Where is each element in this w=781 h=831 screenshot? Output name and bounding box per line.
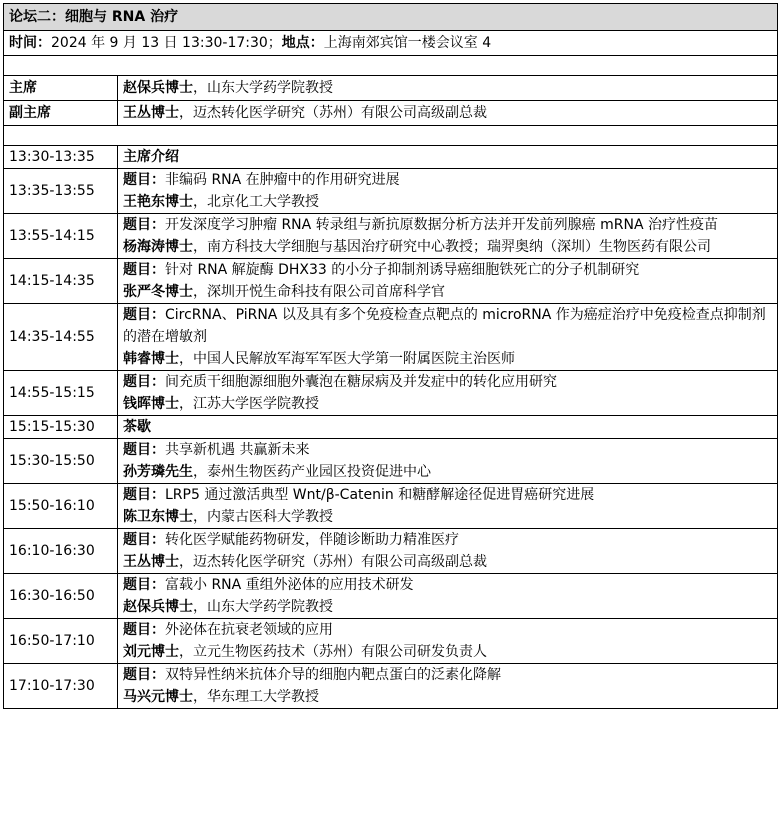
session-row <box>4 439 778 484</box>
speaker-affiliation: ，泰州生物医药产业园区投资促进中心 <box>193 464 431 480</box>
schedule-table <box>3 3 778 709</box>
session-topic-line <box>123 619 777 641</box>
vice-chair-row <box>4 101 778 126</box>
location-label: 地点： <box>281 35 324 51</box>
speaker-name: 王丛博士 <box>123 554 179 570</box>
session-topic: 富载小 RNA 重组外泌体的应用技术研发 <box>165 577 414 593</box>
spacer-cell <box>4 56 778 76</box>
session-topic-line <box>123 259 777 281</box>
session-topic-label: 题目： <box>123 262 165 278</box>
speaker-affiliation: ，华东理工大学教授 <box>193 689 319 705</box>
spacer-cell <box>4 126 778 146</box>
session-topic-line <box>123 484 777 506</box>
forum-title: 论坛二：细胞与 RNA 治疗 <box>4 4 778 31</box>
session-row <box>4 664 778 709</box>
session-content <box>118 664 778 709</box>
speaker-affiliation: ，内蒙古医科大学教授 <box>193 509 333 525</box>
session-speaker-line <box>123 281 777 303</box>
session-time: 16:50-17:10 <box>4 619 118 664</box>
chair-row <box>4 76 778 101</box>
session-topic: 转化医学赋能药物研发，伴随诊断助力精准医疗 <box>165 532 459 548</box>
speaker-affiliation: ，南方科技大学细胞与基因治疗研究中心教授；瑞羿奥纳（深圳）生物医药有限公司 <box>193 239 711 255</box>
session-speaker-line <box>123 191 777 213</box>
speaker-name: 韩睿博士 <box>123 351 179 367</box>
session-time: 14:35-14:55 <box>4 304 118 371</box>
session-topic: 开发深度学习肿瘤 RNA 转录组与新抗原数据分析方法并开发前列腺癌 mRNA 治疗性疫苗 <box>165 217 718 233</box>
session-speaker-line <box>123 641 777 663</box>
session-row <box>4 371 778 416</box>
session-content <box>118 304 778 371</box>
session-topic-line <box>123 371 777 393</box>
speaker-name: 孙芳璘先生 <box>123 464 193 480</box>
session-topic: 外泌体在抗衰老领域的应用 <box>165 622 333 638</box>
session-topic: CircRNA、PiRNA 以及具有多个免疫检查点靶点的 microRNA 作为癌症治疗中免疫检查点抑制剂的潜在增敏剂 <box>123 307 766 345</box>
session-topic-label: 题目： <box>123 217 165 233</box>
session-row <box>4 529 778 574</box>
session-time: 13:30-13:35 <box>4 146 118 169</box>
session-row <box>4 574 778 619</box>
speaker-name: 杨海涛博士 <box>123 239 193 255</box>
session-row <box>4 169 778 214</box>
session-topic-line <box>123 574 777 596</box>
session-topic-line <box>123 304 777 348</box>
session-topic: 针对 RNA 解旋酶 DHX33 的小分子抑制剂诱导癌细胞铁死亡的分子机制研究 <box>165 262 640 278</box>
session-speaker-line <box>123 506 777 528</box>
chair-name: 赵保兵博士 <box>123 80 193 96</box>
session-topic-label: 题目： <box>123 667 165 683</box>
session-content <box>118 619 778 664</box>
session-topic-line <box>123 439 777 461</box>
session-time: 14:55-15:15 <box>4 371 118 416</box>
chair-person <box>118 76 778 101</box>
speaker-affiliation: ，江苏大学医学院教授 <box>179 396 319 412</box>
session-speaker-line <box>123 686 777 708</box>
vice-chair-person <box>118 101 778 126</box>
session-topic: 双特异性纳米抗体介导的细胞内靶点蛋白的泛素化降解 <box>165 667 501 683</box>
session-content <box>118 574 778 619</box>
session-topic: 间充质干细胞源细胞外囊泡在糖尿病及并发症中的转化应用研究 <box>165 374 557 390</box>
session-topic-label: 题目： <box>123 532 165 548</box>
chair-role: 主席 <box>4 76 118 101</box>
session-content <box>118 214 778 259</box>
session-topic-line <box>123 146 777 168</box>
speaker-affiliation: ，北京化工大学教授 <box>193 194 319 210</box>
session-topic-label: 题目： <box>123 374 165 390</box>
speaker-name: 刘元博士 <box>123 644 179 660</box>
session-content <box>118 484 778 529</box>
speaker-name: 马兴元博士 <box>123 689 193 705</box>
session-row <box>4 619 778 664</box>
vice-chair-affiliation: ，迈杰转化医学研究（苏州）有限公司高级副总裁 <box>179 105 487 121</box>
session-topic-label: 茶歇 <box>123 419 151 435</box>
session-time: 13:55-14:15 <box>4 214 118 259</box>
time-location <box>4 31 778 56</box>
speaker-name: 张严冬博士 <box>123 284 193 300</box>
session-topic-label: 主席介绍 <box>123 149 179 165</box>
session-content <box>118 259 778 304</box>
speaker-name: 赵保兵博士 <box>123 599 193 615</box>
session-content <box>118 371 778 416</box>
session-speaker-line <box>123 348 777 370</box>
session-time: 15:30-15:50 <box>4 439 118 484</box>
session-topic: 共享新机遇 共赢新未来 <box>165 442 310 458</box>
session-topic-line <box>123 664 777 686</box>
vice-chair-role: 副主席 <box>4 101 118 126</box>
session-topic-line <box>123 214 777 236</box>
session-content <box>118 439 778 484</box>
spacer-row <box>4 56 778 76</box>
speaker-name: 陈卫东博士 <box>123 509 193 525</box>
forum-title-row <box>4 4 778 31</box>
session-time: 15:50-16:10 <box>4 484 118 529</box>
session-row <box>4 484 778 529</box>
session-topic-label: 题目： <box>123 622 165 638</box>
session-speaker-line <box>123 236 777 258</box>
session-topic-label: 题目： <box>123 307 165 323</box>
session-time: 15:15-15:30 <box>4 416 118 439</box>
session-row <box>4 214 778 259</box>
session-topic: 非编码 RNA 在肿瘤中的作用研究进展 <box>165 172 400 188</box>
session-topic-line <box>123 169 777 191</box>
session-content <box>118 169 778 214</box>
session-topic-label: 题目： <box>123 442 165 458</box>
session-speaker-line <box>123 551 777 573</box>
session-time: 16:30-16:50 <box>4 574 118 619</box>
session-topic-line <box>123 416 777 438</box>
session-topic-label: 题目： <box>123 487 165 503</box>
chair-affiliation: ，山东大学药学院教授 <box>193 80 333 96</box>
speaker-affiliation: ，深圳开悦生命科技有限公司首席科学官 <box>193 284 445 300</box>
location-value: 上海南郊宾馆一楼会议室 4 <box>323 35 492 51</box>
session-row <box>4 304 778 371</box>
session-topic-line <box>123 529 777 551</box>
session-time: 13:35-13:55 <box>4 169 118 214</box>
session-time: 17:10-17:30 <box>4 664 118 709</box>
time-location-row <box>4 31 778 56</box>
session-topic-label: 题目： <box>123 577 165 593</box>
time-value: 2024 年 9 月 13 日 13:30-17:30； <box>51 35 282 51</box>
speaker-name: 王艳东博士 <box>123 194 193 210</box>
session-content <box>118 146 778 169</box>
session-speaker-line <box>123 461 777 483</box>
session-speaker-line <box>123 393 777 415</box>
speaker-name: 钱晖博士 <box>123 396 179 412</box>
session-row <box>4 259 778 304</box>
speaker-affiliation: ，迈杰转化医学研究（苏州）有限公司高级副总裁 <box>179 554 487 570</box>
session-time: 16:10-16:30 <box>4 529 118 574</box>
session-row <box>4 416 778 439</box>
session-content <box>118 529 778 574</box>
speaker-affiliation: ，山东大学药学院教授 <box>193 599 333 615</box>
session-row <box>4 146 778 169</box>
vice-chair-name: 王丛博士 <box>123 105 179 121</box>
session-time: 14:15-14:35 <box>4 259 118 304</box>
session-topic: LRP5 通过激活典型 Wnt/β-Catenin 和糖酵解途径促进胃癌研究进展 <box>165 487 595 503</box>
session-topic-label: 题目： <box>123 172 165 188</box>
session-speaker-line <box>123 596 777 618</box>
session-content <box>118 416 778 439</box>
time-label: 时间： <box>9 35 51 51</box>
speaker-affiliation: ，立元生物医药技术（苏州）有限公司研发负责人 <box>179 644 487 660</box>
speaker-affiliation: ，中国人民解放军海军军医大学第一附属医院主治医师 <box>179 351 515 367</box>
spacer-row <box>4 126 778 146</box>
